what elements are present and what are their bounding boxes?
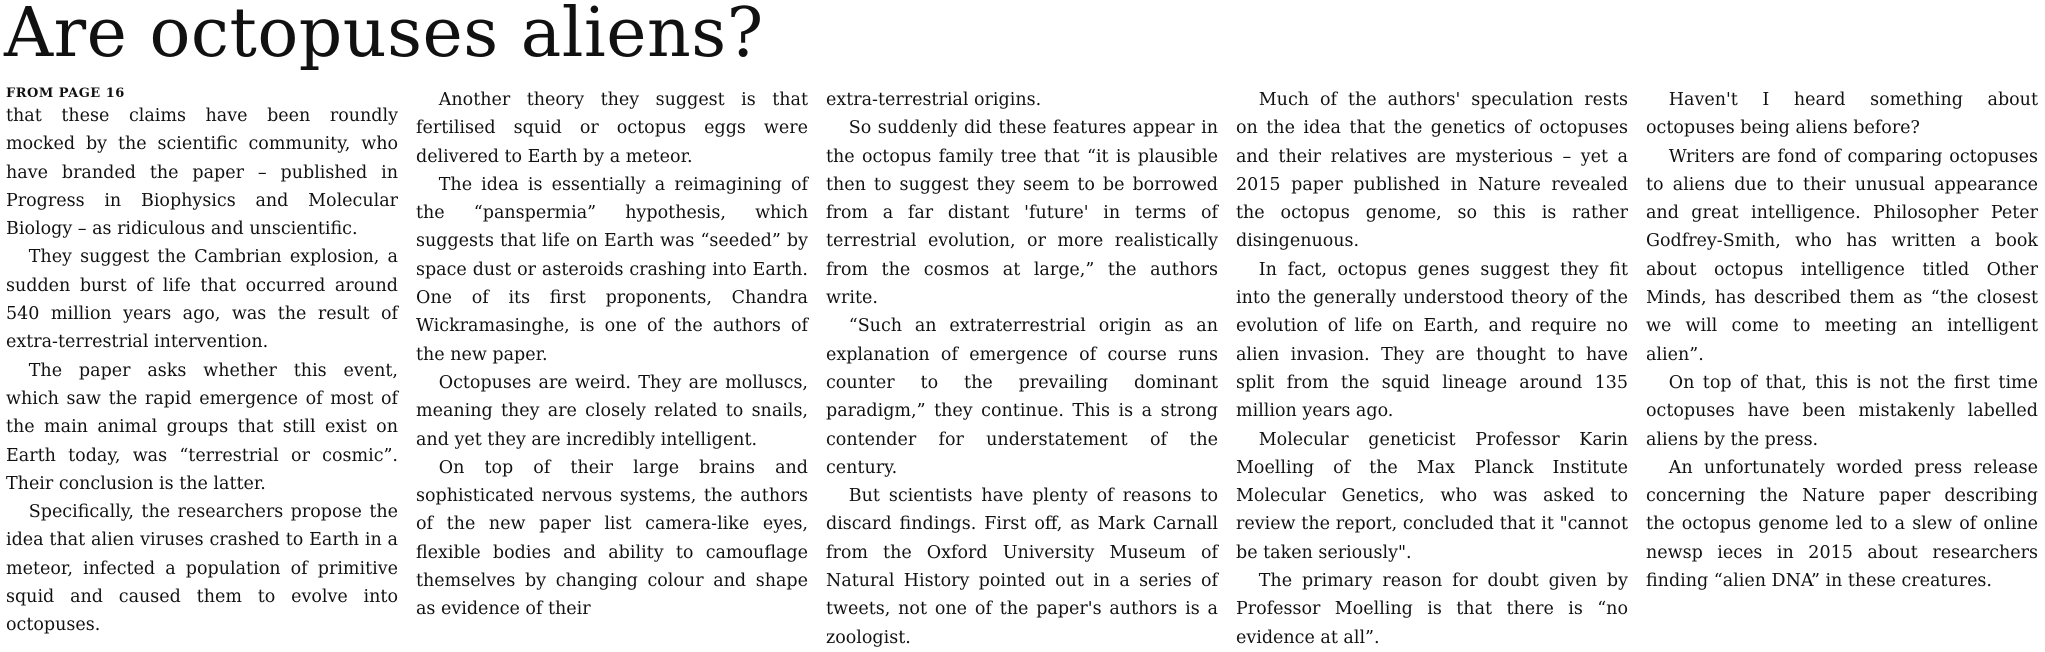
paragraph: In fact, octopus genes suggest they fit into the generally understood theory of the evolution of life on Earth, and require no alien invasion. They are thought to have split from the squid lineage around 135 million years ago. [1236,259,1628,422]
paragraph: Octopuses are weird. They are molluscs, meaning they are closely related to snails, and yet they are incredibly intelligent. [416,372,808,450]
paragraph: The paper asks whether this event, which saw the rapid emergence of most of the main animal groups that still exist on Earth today, was “terrestrial or cosmic”. Their conclusion is the latter. [6,360,398,494]
article-column-1 [6,86,398,636]
article-column-5 [1646,86,2038,608]
paragraph: The primary reason for doubt given by Professor Moelling is that there is “no evidence at all”. [1236,571,1628,648]
paragraph: On top of that, this is not the first time octopuses have been mistakenly labelled aliens by the press. [1646,372,2038,450]
paragraph: The idea is essentially a reimagining of the “panspermia” hypothesis, which suggests that life on Earth was “seeded” by space dust or asteroids crashing into Earth. One of its first proponents, Chandra Wickramasinghe, is one of the authors of the new paper. [416,174,808,365]
article-body [6,86,2038,648]
article-column-3 [826,86,1218,648]
paragraph: So suddenly did these features appear in the octopus family tree that “it is plausible then to suggest they seem to be borrowed from a far distant 'future' in terms of terrestrial evolution, or more realistically from the cosmos at large,” the authors write. [826,118,1218,309]
paragraph: Much of the authors' speculation rests on the idea that the genetics of octopuses and their relatives are mysterious – yet a 2015 paper published in Nature revealed the octopus genome, so this is rather disingenuous. [1236,90,1628,252]
paragraph: Molecular geneticist Professor Karin Moelling of the Max Planck Institute Molecular Genetics, who was asked to review the report, concluded that it "cannot be taken seriously". [1236,429,1628,563]
paragraph: “Such an extraterrestrial origin as an explanation of emergence of course runs counter to the prevailing dominant paradigm,” they continue. This is a strong contender for understatement of the century. [826,316,1218,478]
article-column-4 [1236,86,1628,648]
paragraph: extra-terrestrial origins. [826,90,1042,110]
paragraph: On top of their large brains and sophisticated nervous systems, the authors of the new paper list camera-like eyes, flexible bodies and ability to camouflage themselves by changing colour and shape as evidence of their [416,457,808,620]
paragraph: An unfortunately worded press release concerning the Nature paper describing the octopus genome led to a slew of online newsp ieces in 2015 about researchers finding “alien DNA” in these creatures. [1646,457,2038,592]
paragraph: Another theory they suggest is that fertilised squid or octopus eggs were delivered to Earth by a meteor. [416,90,808,167]
paragraph: But scientists have plenty of reasons to discard findings. First off, as Mark Carnall from the Oxford University Museum of Natural History pointed out in a series of tweets, not one of the paper's authors is a zoologist. [826,486,1218,648]
paragraph: Haven't I heard something about octopuses being aliens before? [1646,90,2038,139]
paragraph: Writers are fond of comparing octopuses to aliens due to their unusual appearance and great intelligence. Philosopher Peter Godfrey-Smith, who has written a book about octopus intelligence titled Other Minds, has described them as “the closest we will come to meeting an intelligent alien”. [1646,146,2038,365]
continuation-kicker: FROM PAGE 16 [6,86,125,101]
headline: Are octopuses aliens? [4,0,764,73]
article-column-2 [416,86,808,620]
paragraph: that these claims have been roundly mocked by the scientific community, who have branded the paper – published in Progress in Biophysics and Molecular Biology – as ridiculous and unscientific. [6,106,398,240]
paragraph: Specifically, the researchers propose the idea that alien viruses crashed to Earth in a meteor, infected a population of primitive squid and caused them to evolve into octopuses. [6,502,398,636]
paragraph: They suggest the Cambrian explosion, a sudden burst of life that occurred around 540 million years ago, was the result of extra-terrestrial intervention. [6,247,398,353]
